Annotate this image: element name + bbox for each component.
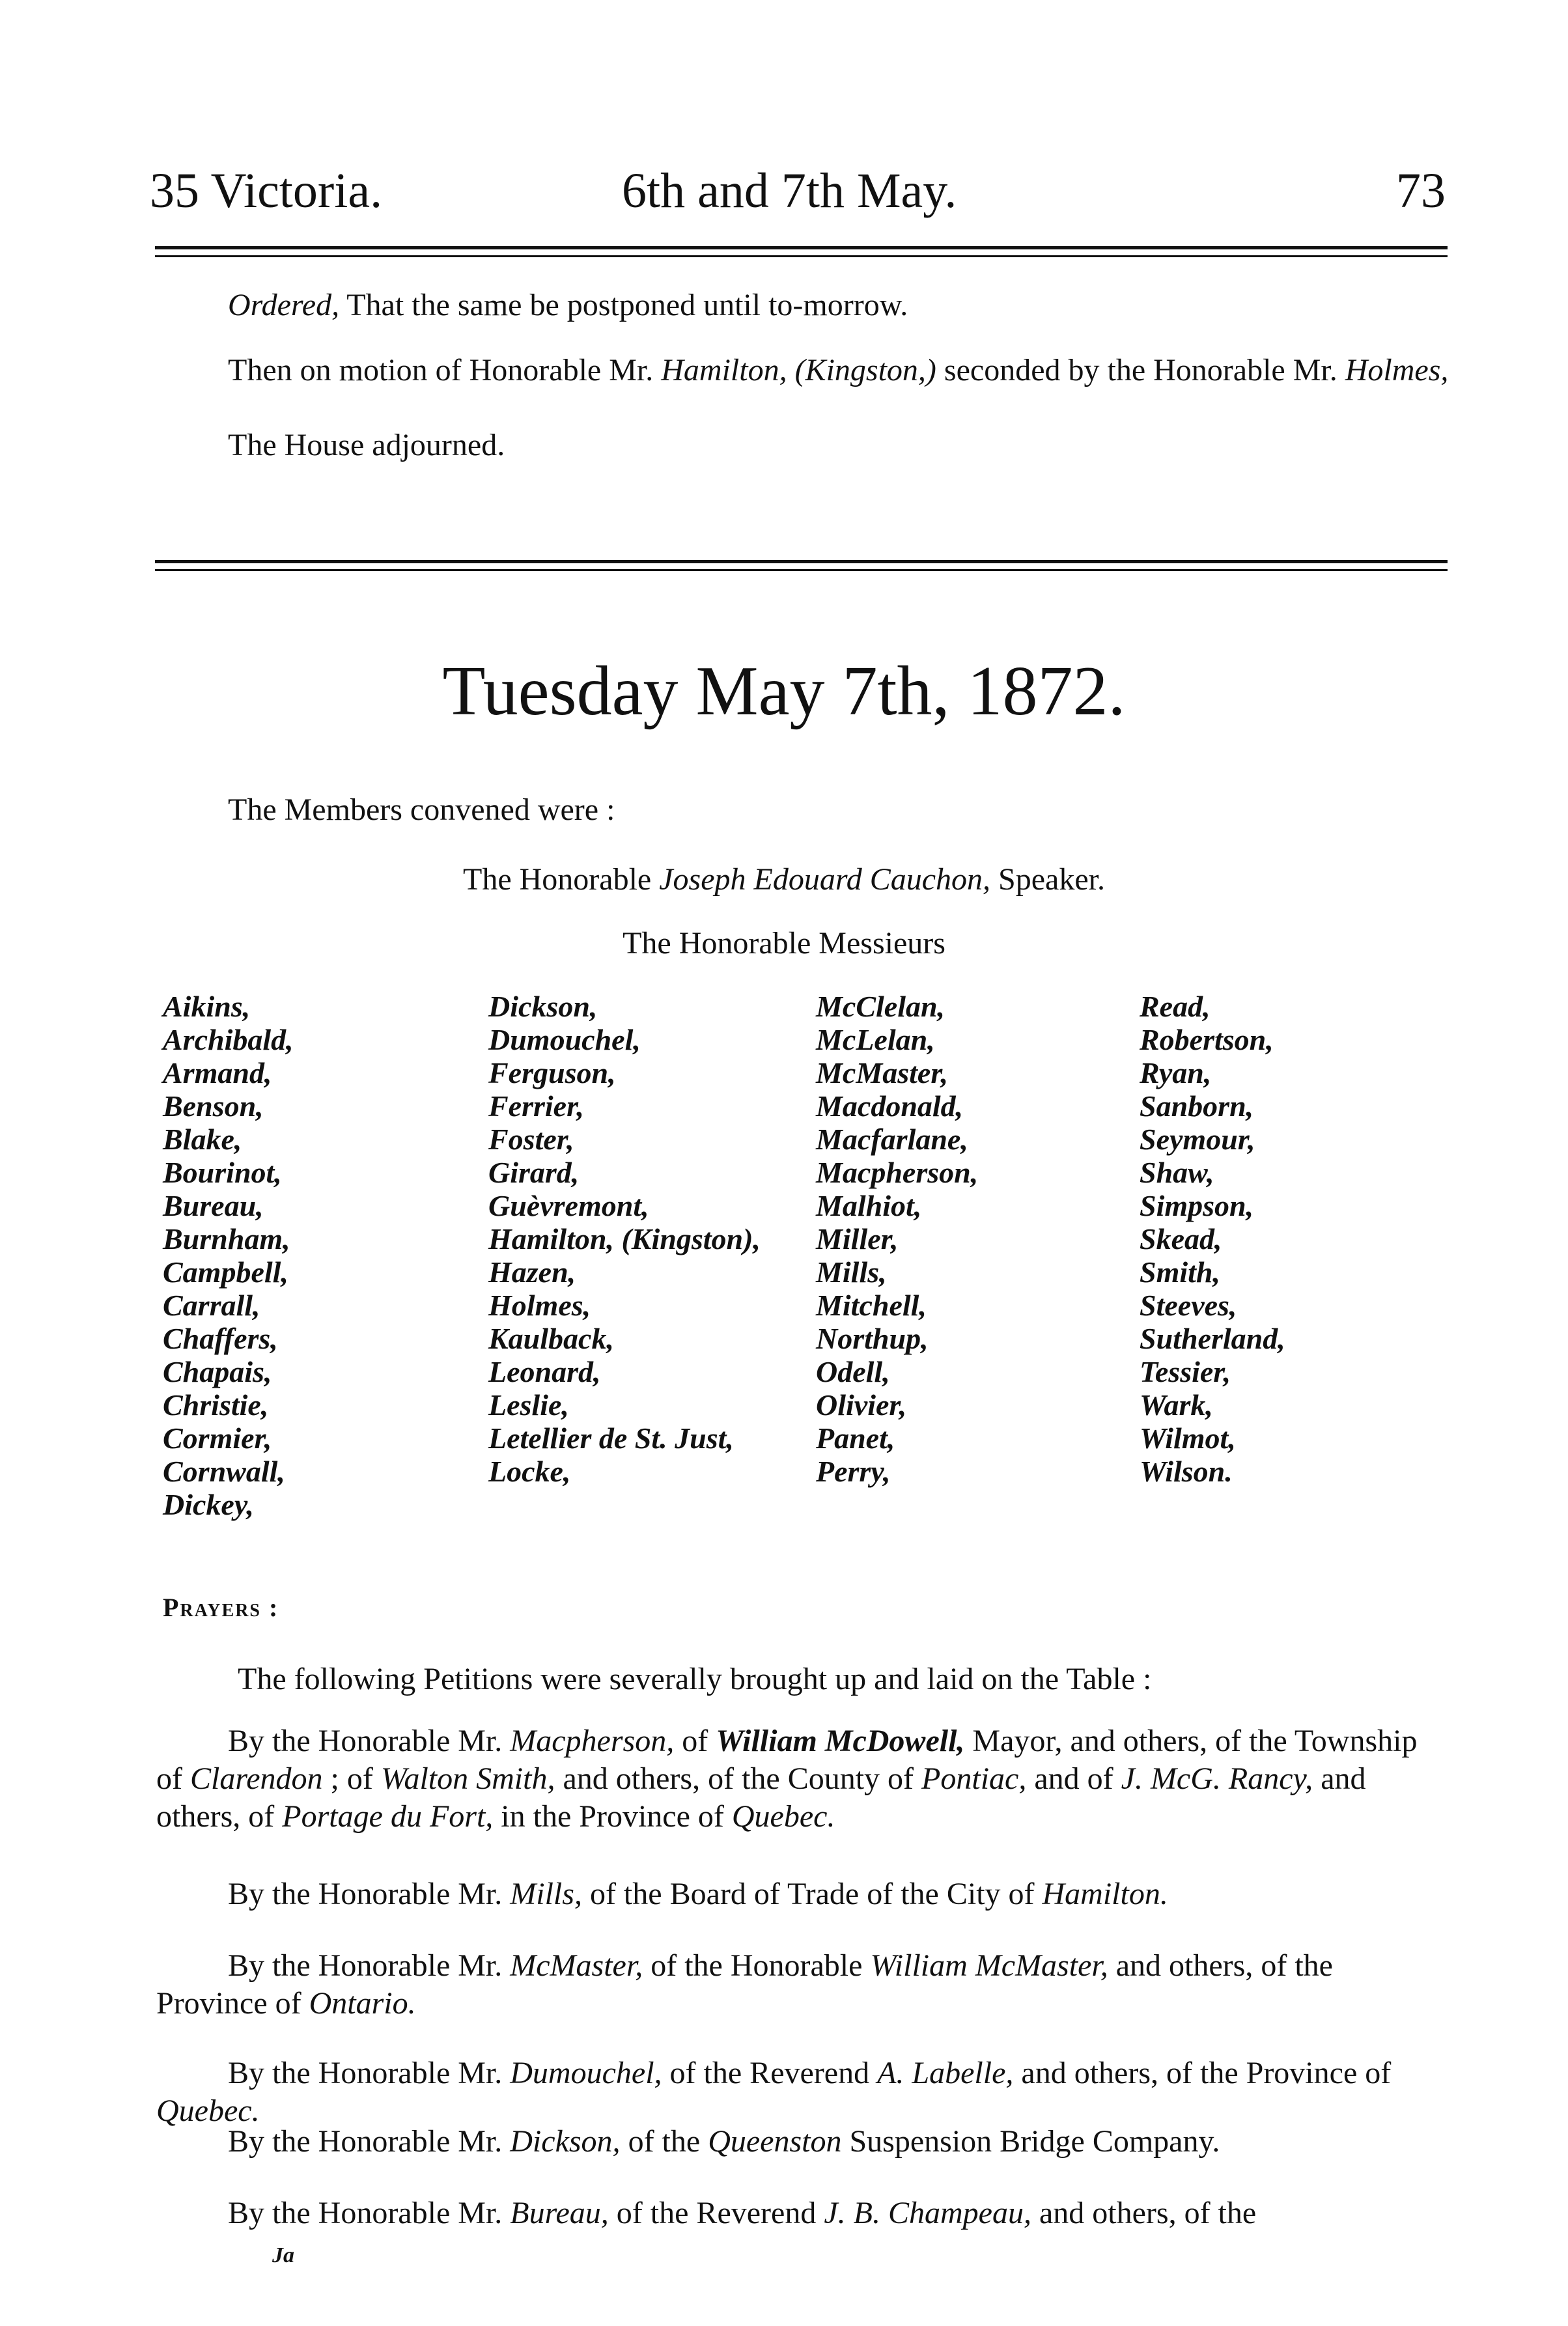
speaker-name: Joseph Edouard Cauchon, <box>659 862 991 897</box>
member-name: Benson, <box>163 1089 264 1123</box>
member-name: Wilson. <box>1140 1455 1233 1488</box>
petition-text: and others, of <box>156 1761 1366 1834</box>
speaker-line <box>0 861 1568 899</box>
member-name: Mitchell, <box>816 1289 927 1322</box>
petition-name: A. Labelle, <box>877 2056 1014 2090</box>
member-name: Dumouchel, <box>488 1023 641 1056</box>
member-name: Dickey, <box>163 1488 255 1521</box>
convened-line: The Members convened were : <box>228 792 615 827</box>
header-rule-thin <box>155 255 1448 257</box>
member-name: Read, <box>1140 990 1211 1023</box>
member-name: Armand, <box>163 1056 272 1089</box>
petition-place: Ontario. <box>309 1986 416 2021</box>
petition-text: of the Honorable <box>643 1948 871 1983</box>
member-name: Hamilton, (Kingston), <box>488 1222 761 1255</box>
member-name: Cormier, <box>163 1422 272 1455</box>
page-title: Tuesday May 7th, 1872. <box>442 652 1126 730</box>
members-column-3 <box>816 990 978 1488</box>
member-name: Letellier de St. Just, <box>488 1422 734 1455</box>
member-name: Burnham, <box>163 1222 290 1255</box>
member-name: Sanborn, <box>1140 1089 1254 1123</box>
member-name: Christie, <box>163 1388 269 1422</box>
page-number: 73 <box>1396 163 1446 218</box>
header-session: 35 Victoria. <box>150 163 383 218</box>
member-name: Miller, <box>816 1222 899 1255</box>
petition-name: Dickson, <box>510 2124 621 2159</box>
section-rule <box>155 560 1448 563</box>
adjourned-line: The House adjourned. <box>228 428 505 462</box>
petition-6 <box>156 2194 1449 2232</box>
member-name: Holmes, <box>488 1289 591 1322</box>
petition-name: William McMaster, <box>870 1948 1108 1983</box>
member-name: McClelan, <box>816 990 945 1023</box>
petition-text: Suspension Bridge Company. <box>841 2124 1220 2159</box>
member-name: Shaw, <box>1140 1156 1214 1189</box>
member-name: Simpson, <box>1140 1189 1254 1222</box>
member-name: McMaster, <box>816 1056 949 1089</box>
members-column-4 <box>1140 990 1285 1488</box>
member-name: Blake, <box>163 1123 242 1156</box>
member-name: Olivier, <box>816 1388 907 1422</box>
member-name: Cornwall, <box>163 1455 285 1488</box>
petition-place: Clarendon <box>189 1761 323 1796</box>
motion-mover: Hamilton, (Kingston,) <box>661 353 936 387</box>
member-name: Skead, <box>1140 1222 1222 1255</box>
petition-1 <box>156 1722 1449 1836</box>
petition-text: and of <box>1026 1761 1121 1796</box>
petition-name: J. B. Champeau, <box>824 2196 1031 2230</box>
petition-text: By the Honorable Mr. <box>228 1724 511 1758</box>
petition-text: By the Honorable Mr. <box>228 2196 511 2230</box>
petition-3 <box>156 1947 1449 2023</box>
petition-name: Mills, <box>510 1877 582 1911</box>
member-name: Carrall, <box>163 1289 260 1322</box>
member-name: Wilmot, <box>1140 1422 1236 1455</box>
member-name: Odell, <box>816 1355 890 1388</box>
member-name: Northup, <box>816 1322 929 1355</box>
member-name: Wark, <box>1140 1388 1213 1422</box>
member-name: Panet, <box>816 1422 895 1455</box>
messieurs-heading: The Honorable Messieurs <box>623 926 945 960</box>
petition-text: Mayor, and others, of the Township of <box>156 1724 1418 1796</box>
petition-text: of the Reverend <box>608 2196 824 2230</box>
petition-text: and others, of the <box>1031 2196 1257 2230</box>
petition-text: of <box>674 1724 716 1758</box>
petition-text: and others, of the Province of <box>1013 2056 1392 2090</box>
ordered-text: That the same be postponed until to-morrow. <box>339 288 908 322</box>
prayers-heading: Prayers : <box>163 1593 279 1622</box>
petition-place: Hamilton. <box>1042 1877 1168 1911</box>
member-name: Aikins, <box>163 990 251 1023</box>
member-name: Macdonald, <box>816 1089 964 1123</box>
speaker-prefix: The Honorable <box>463 862 660 897</box>
petition-name: McMaster, <box>510 1948 643 1983</box>
petition-5 <box>156 2123 1449 2161</box>
petition-text: By the Honorable Mr. <box>228 1948 511 1983</box>
petition-text: By the Honorable Mr. <box>228 1877 511 1911</box>
petition-place: Quebec. <box>731 1799 835 1834</box>
petition-text: in the Province of <box>493 1799 732 1834</box>
speaker-suffix: Speaker. <box>990 862 1105 897</box>
petition-text: ; of <box>322 1761 381 1796</box>
member-name: Macfarlane, <box>816 1123 968 1156</box>
members-list <box>163 990 1400 1563</box>
member-name: Smith, <box>1140 1255 1221 1289</box>
member-name: Leonard, <box>488 1355 601 1388</box>
member-name: Locke, <box>488 1455 571 1488</box>
petition-name: Walton Smith, <box>380 1761 555 1796</box>
member-name: Malhiot, <box>816 1189 922 1222</box>
petition-text: and others, of the County of <box>555 1761 922 1796</box>
member-name: Guèvremont, <box>488 1189 649 1222</box>
motion-text-b: seconded by the Honorable Mr. <box>936 353 1345 387</box>
running-header <box>150 163 1446 228</box>
section-rule-thin <box>155 569 1448 571</box>
petition-text: and others, of the Province of <box>156 1948 1333 2021</box>
member-name: Sutherland, <box>1140 1322 1285 1355</box>
members-column-2 <box>488 990 761 1488</box>
petition-4 <box>156 2054 1449 2130</box>
petition-text: By the Honorable Mr. <box>228 2056 511 2090</box>
petition-text: of the Reverend <box>662 2056 878 2090</box>
petitions-intro: The following Petitions were severally brought up and laid on the Table : <box>238 1662 1152 1696</box>
motion-paragraph <box>156 352 1449 389</box>
petition-name: J. McG. Rancy, <box>1121 1761 1313 1796</box>
petition-2 <box>156 1875 1449 1913</box>
member-name: Chapais, <box>163 1355 272 1388</box>
petition-name: Dumouchel, <box>510 2056 662 2090</box>
member-name: Foster, <box>488 1123 574 1156</box>
signature-mark: Ja <box>272 2243 294 2267</box>
member-name: Steeves, <box>1140 1289 1237 1322</box>
petition-place: Pontiac, <box>921 1761 1027 1796</box>
petition-name: Macpherson, <box>510 1724 675 1758</box>
ordered-label: Ordered, <box>228 288 340 322</box>
members-column-1 <box>163 990 294 1521</box>
member-name: Ferguson, <box>488 1056 616 1089</box>
member-name: Robertson, <box>1140 1023 1274 1056</box>
member-name: Archibald, <box>163 1023 294 1056</box>
petition-place: Quebec. <box>156 2094 260 2128</box>
member-name: Macpherson, <box>816 1156 979 1189</box>
member-name: Bourinot, <box>163 1156 282 1189</box>
petition-text: of the <box>620 2124 708 2159</box>
member-name: Perry, <box>816 1455 891 1488</box>
petition-name: Queenston <box>708 2124 842 2159</box>
member-name: Hazen, <box>488 1255 576 1289</box>
member-name: Bureau, <box>163 1189 264 1222</box>
member-name: Ferrier, <box>488 1089 584 1123</box>
member-name: McLelan, <box>816 1023 935 1056</box>
member-name: Seymour, <box>1140 1123 1255 1156</box>
petition-name: Bureau, <box>510 2196 609 2230</box>
ordered-paragraph <box>156 287 1449 324</box>
member-name: Girard, <box>488 1156 580 1189</box>
petition-place: Portage du Fort, <box>282 1799 494 1834</box>
petition-text: of the Board of Trade of the City of <box>581 1877 1043 1911</box>
member-name: Ryan, <box>1140 1056 1212 1089</box>
header-date: 6th and 7th May. <box>622 163 957 218</box>
member-name: Kaulback, <box>488 1322 614 1355</box>
petition-text: By the Honorable Mr. <box>228 2124 511 2159</box>
petition-name: William McDowell, <box>716 1724 965 1758</box>
member-name: Leslie, <box>488 1388 569 1422</box>
header-rule <box>155 246 1448 249</box>
motion-seconder: Holmes, <box>1345 353 1449 387</box>
member-name: Mills, <box>816 1255 887 1289</box>
member-name: Campbell, <box>163 1255 288 1289</box>
motion-text-a: Then on motion of Honorable Mr. <box>228 353 662 387</box>
member-name: Chaffers, <box>163 1322 278 1355</box>
member-name: Tessier, <box>1140 1355 1231 1388</box>
member-name: Dickson, <box>488 990 598 1023</box>
